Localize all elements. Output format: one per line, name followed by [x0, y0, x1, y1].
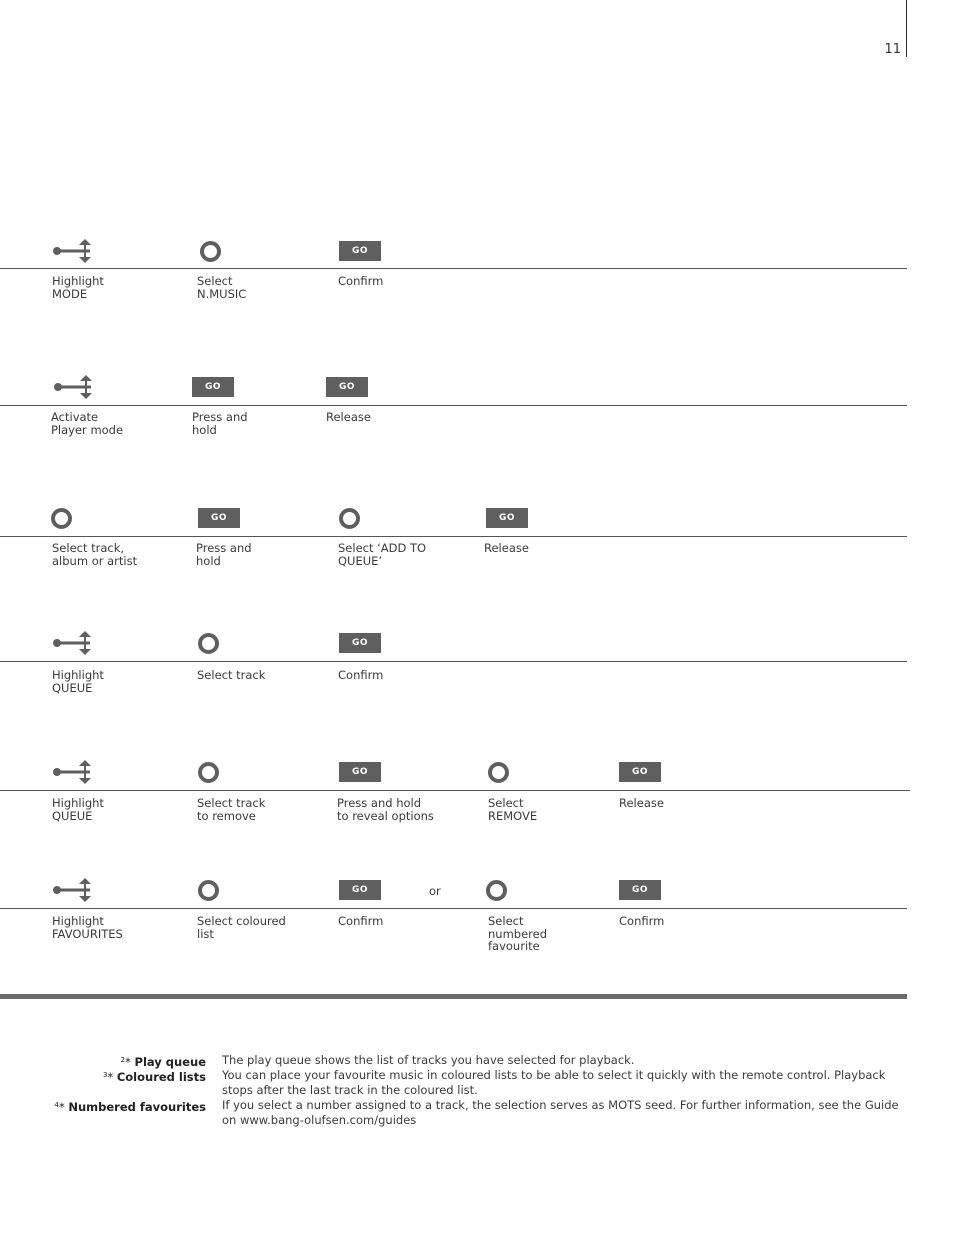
navigation-arrow-icon	[52, 629, 92, 657]
step-label-line: Select	[488, 914, 524, 928]
step-label	[484, 542, 529, 555]
navigation-arrow-icon	[52, 237, 92, 265]
wheel-icon	[339, 508, 360, 529]
step-label-line: Release	[326, 410, 371, 424]
step-label-line: Select track	[197, 796, 266, 810]
step-label-line: to remove	[197, 808, 256, 823]
step-label-line: Select track,	[52, 541, 125, 555]
step-label	[52, 275, 104, 300]
step-label-line: QUEUE	[52, 680, 93, 695]
step-label	[52, 797, 104, 822]
row-divider	[0, 790, 910, 791]
step-label-line: Highlight	[52, 914, 104, 928]
step-label	[197, 915, 286, 940]
step-label	[197, 797, 265, 822]
step-label	[338, 669, 383, 682]
step-label-line: FAVOURITES	[52, 926, 123, 941]
wheel-icon	[200, 241, 221, 262]
row-divider	[0, 536, 907, 537]
footnote-term-play-queue: $^2$* Play queue	[120, 1055, 206, 1069]
step-label-line: Activate	[51, 410, 99, 424]
section-divider	[0, 994, 907, 999]
step-label-line: REMOVE	[488, 808, 538, 823]
step-label-line: hold	[196, 553, 221, 568]
step-label-line: Press and	[192, 410, 248, 424]
step-label-line: QUEUE	[52, 808, 93, 823]
step-label-line: list	[197, 926, 214, 941]
row-divider	[0, 908, 907, 909]
go-button: GO	[619, 880, 661, 900]
step-label	[619, 915, 664, 928]
go-button: GO	[486, 508, 528, 528]
footnote-text-coloured-lists: You can place your favourite music in coloured lists to be able to select it quickly with the remote control. Playback stops after the last track in the coloured list.	[222, 1068, 886, 1097]
step-label-line: Press and	[196, 541, 252, 555]
wheel-icon	[198, 633, 219, 654]
step-label-line: MODE	[52, 286, 88, 301]
step-label-line: QUEUE’	[338, 553, 383, 568]
step-label-line: Highlight	[52, 796, 104, 810]
step-label-line: Press and hold	[337, 796, 422, 810]
step-label-line: Select ‘ADD TO	[338, 541, 427, 555]
step-label-line: N.MUSIC	[197, 286, 247, 301]
wheel-icon	[198, 762, 219, 783]
step-label	[197, 275, 246, 300]
go-button: GO	[619, 762, 661, 782]
row-divider	[0, 405, 907, 406]
step-label-line: to reveal options	[337, 808, 434, 823]
wheel-icon	[486, 880, 507, 901]
step-label-line: Player mode	[51, 422, 124, 437]
step-label-line: Confirm	[338, 914, 384, 928]
step-label-line: Highlight	[52, 274, 104, 288]
step-label-line: Select	[197, 274, 233, 288]
step-label	[338, 275, 383, 288]
step-label-line: Select track	[197, 668, 266, 682]
page-number: 11	[884, 42, 901, 57]
step-label-line: favourite	[488, 939, 540, 953]
step-label-line: Select coloured	[197, 914, 286, 928]
go-button: GO	[198, 508, 240, 528]
step-label	[52, 542, 137, 567]
step-label	[338, 542, 426, 567]
go-button: GO	[326, 377, 368, 397]
step-label-line: Select	[488, 796, 524, 810]
go-button: GO	[339, 762, 381, 782]
step-label-line: album or artist	[52, 553, 138, 568]
row-divider	[0, 661, 907, 662]
step-label	[326, 411, 371, 424]
step-label-line: numbered	[488, 926, 548, 941]
footnote-text-play-queue: The play queue shows the list of tracks you have selected for playback.	[222, 1053, 635, 1067]
footnote-term-numbered-favourites: $^4$* Numbered favourites	[54, 1100, 206, 1114]
step-label-line: Release	[484, 541, 529, 555]
wheel-icon	[488, 762, 509, 783]
step-label	[192, 411, 248, 436]
row-divider	[0, 268, 907, 269]
step-label	[338, 915, 383, 928]
step-label-line: Highlight	[52, 668, 104, 682]
go-button: GO	[192, 377, 234, 397]
step-label	[488, 797, 537, 822]
go-button: GO	[339, 633, 381, 653]
wheel-icon	[198, 880, 219, 901]
step-label	[488, 915, 547, 953]
navigation-arrow-icon	[52, 876, 92, 904]
step-label-line: Confirm	[338, 274, 384, 288]
footnote-text-numbered-favourites: If you select a number assigned to a track, the selection serves as MOTS seed. For further information, see the Guide on www.bang-olufsen.com/guides	[222, 1098, 899, 1127]
step-label	[196, 542, 252, 567]
step-label	[51, 411, 123, 436]
page-margin-line	[906, 0, 907, 57]
step-label-line: Release	[619, 796, 664, 810]
navigation-arrow-icon	[52, 758, 92, 786]
step-label	[52, 915, 123, 940]
step-label-line: Confirm	[619, 914, 665, 928]
step-label	[197, 669, 265, 682]
go-button: GO	[339, 880, 381, 900]
go-button: GO	[339, 241, 381, 261]
or-separator: or	[429, 884, 441, 898]
step-label-line: Confirm	[338, 668, 384, 682]
step-label	[337, 797, 434, 822]
step-label-line: hold	[192, 422, 217, 437]
navigation-arrow-icon	[53, 373, 93, 401]
footnote-term-coloured-lists: $^3$* Coloured lists	[102, 1070, 206, 1084]
step-label	[619, 797, 664, 810]
step-label	[52, 669, 104, 694]
wheel-icon	[51, 508, 72, 529]
